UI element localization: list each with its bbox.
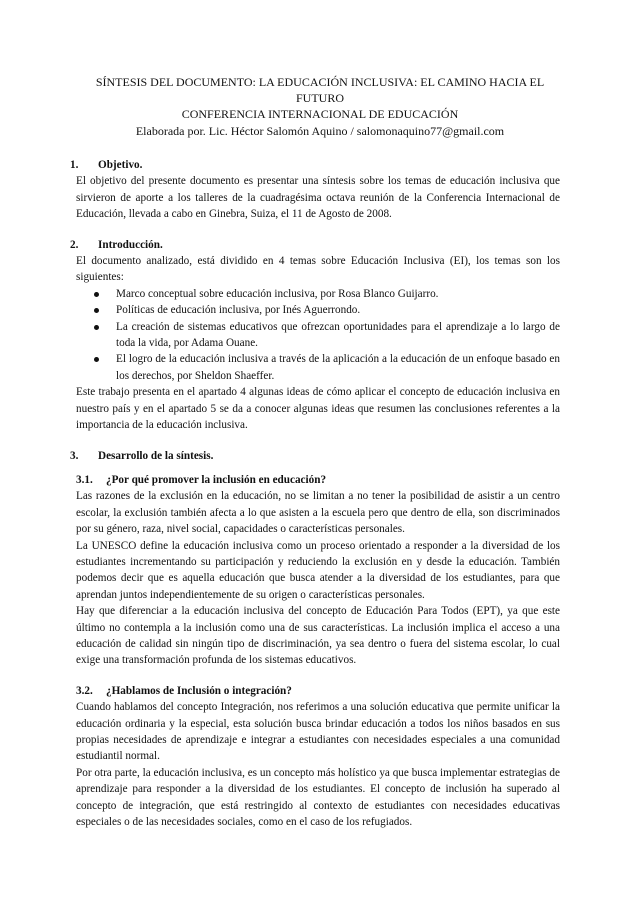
subsection-inclusion-integracion xyxy=(70,683,560,831)
section-desarrollo xyxy=(70,448,560,831)
subsection-number: 3.2. xyxy=(76,684,93,697)
section-title: Objetivo. xyxy=(98,159,143,171)
section-number: 1. xyxy=(70,159,79,171)
subsection-number: 3.1. xyxy=(76,473,93,486)
section-number: 2. xyxy=(70,238,79,251)
section-title: Introducción. xyxy=(98,238,163,251)
section-objetivo xyxy=(70,157,560,223)
section-title: Desarrollo de la síntesis. xyxy=(98,449,214,462)
subsection-heading xyxy=(76,472,560,488)
header-title-line1: SÍNTESIS DEL DOCUMENTO: LA EDUCACIÓN INCLUSIVA: EL CAMINO HACIA EL xyxy=(95,75,545,89)
subsection-title: ¿Por qué promover la inclusión en educación? xyxy=(106,473,327,486)
header-conference: CONFERENCIA INTERNACIONAL DE EDUCACIÓN xyxy=(181,107,459,122)
paragraph: Las razones de la exclusión en la educación, no se limitan a no tener la posibilidad de asistir a un centro escolar, la exclusión también afecta a lo que asisten a la escuela pero que dentro de ella, son discriminados por su género, raza, nivel social, capacidades o características personales. xyxy=(76,490,560,536)
paragraph: Hay que diferenciar a la educación inclusiva del concepto de Educación Para Todos (EPT), ya que este último no contempla a la inclusión como una de sus características. La inclusión implica el acceso a una educación de calidad sin ningún tipo de discriminación, ya sea dentro o fuera del sistema escolar, lo cual exige una transformación profunda de los sistemas educativos. xyxy=(76,605,560,667)
document-body xyxy=(70,157,560,830)
section-heading xyxy=(70,157,560,173)
paragraph: Cuando hablamos del concepto Integración, nos referimos a una solución educativa que permite unificar la educación ordinaria y la especial, esta solución busca brindar educación a todos los niños basados en sus propias necesidades de aprendizaje e integrar a estudiantes con necesidades especiales a una comunidad estudiantil normal. xyxy=(76,701,560,763)
subsection-title: ¿Hablamos de Inclusión o integración? xyxy=(106,684,292,697)
topic-list xyxy=(70,286,560,384)
subsection-heading xyxy=(76,683,560,699)
paragraph: Por otra parte, la educación inclusiva, es un concepto más holístico ya que busca implementar estrategias de aprendizaje para responder a la diversidad de los estudiantes. El concepto de inclusión ha superado al concepto de integración, que está restringido al contexto de estudiantes con necesidades educativas especiales o de las necesidades sociales, como en el caso de los refugiados. xyxy=(76,766,560,829)
paragraph: El objetivo del presente documento es presentar una síntesis sobre los temas de educación inclusiva que sirvieron de aporte a los talleres de la cuadragésima octava reunión de la Conferencia Internacional de Educación, llevada a cabo en Ginebra, Suiza, el 11 de Agosto de 2008. xyxy=(76,175,560,221)
list-item: Políticas de educación inclusiva, por Inés Aguerrondo. xyxy=(92,302,560,318)
list-item: Marco conceptual sobre educación inclusiva, por Rosa Blanco Guijarro. xyxy=(92,286,560,302)
section-heading xyxy=(70,448,560,464)
paragraph: Este trabajo presenta en el apartado 4 algunas ideas de cómo aplicar el concepto de educación inclusiva en nuestro país y en el apartado 5 se da a conocer algunas ideas que resumen las conclusiones referentes a la importancia de la educación inclusiva. xyxy=(76,386,560,432)
header-title-line2: FUTURO xyxy=(295,91,344,106)
paragraph: La UNESCO define la educación inclusiva como un proceso orientado a responder a la diversidad de los estudiantes incrementando su participación y reduciendo la exclusión en y desde la educación. También podemos decir que es aquella educación que busca atender a la diversidad de los estudiantes, para que aprendan juntos independientemente de su origen o características personales. xyxy=(76,539,560,601)
list-item: El logro de la educación inclusiva a través de la aplicación a la educación de un enfoque basado en los derechos, por Sheldon Shaeffer. xyxy=(92,351,560,384)
subsection-por-que-promover xyxy=(70,472,560,669)
section-number: 3. xyxy=(70,449,79,462)
list-item: La creación de sistemas educativos que ofrezcan oportunidades para el aprendizaje a lo largo de toda la vida, por Adama Ouane. xyxy=(92,319,560,352)
document-header xyxy=(70,74,570,139)
section-introduccion xyxy=(70,237,560,434)
section-heading xyxy=(70,237,560,253)
paragraph: El documento analizado, está dividido en 4 temas sobre Educación Inclusiva (EI), los temas son los siguientes: xyxy=(76,255,560,284)
header-author: Elaborada por. Lic. Héctor Salomón Aquino / salomonaquino77@gmail.com xyxy=(135,123,505,138)
